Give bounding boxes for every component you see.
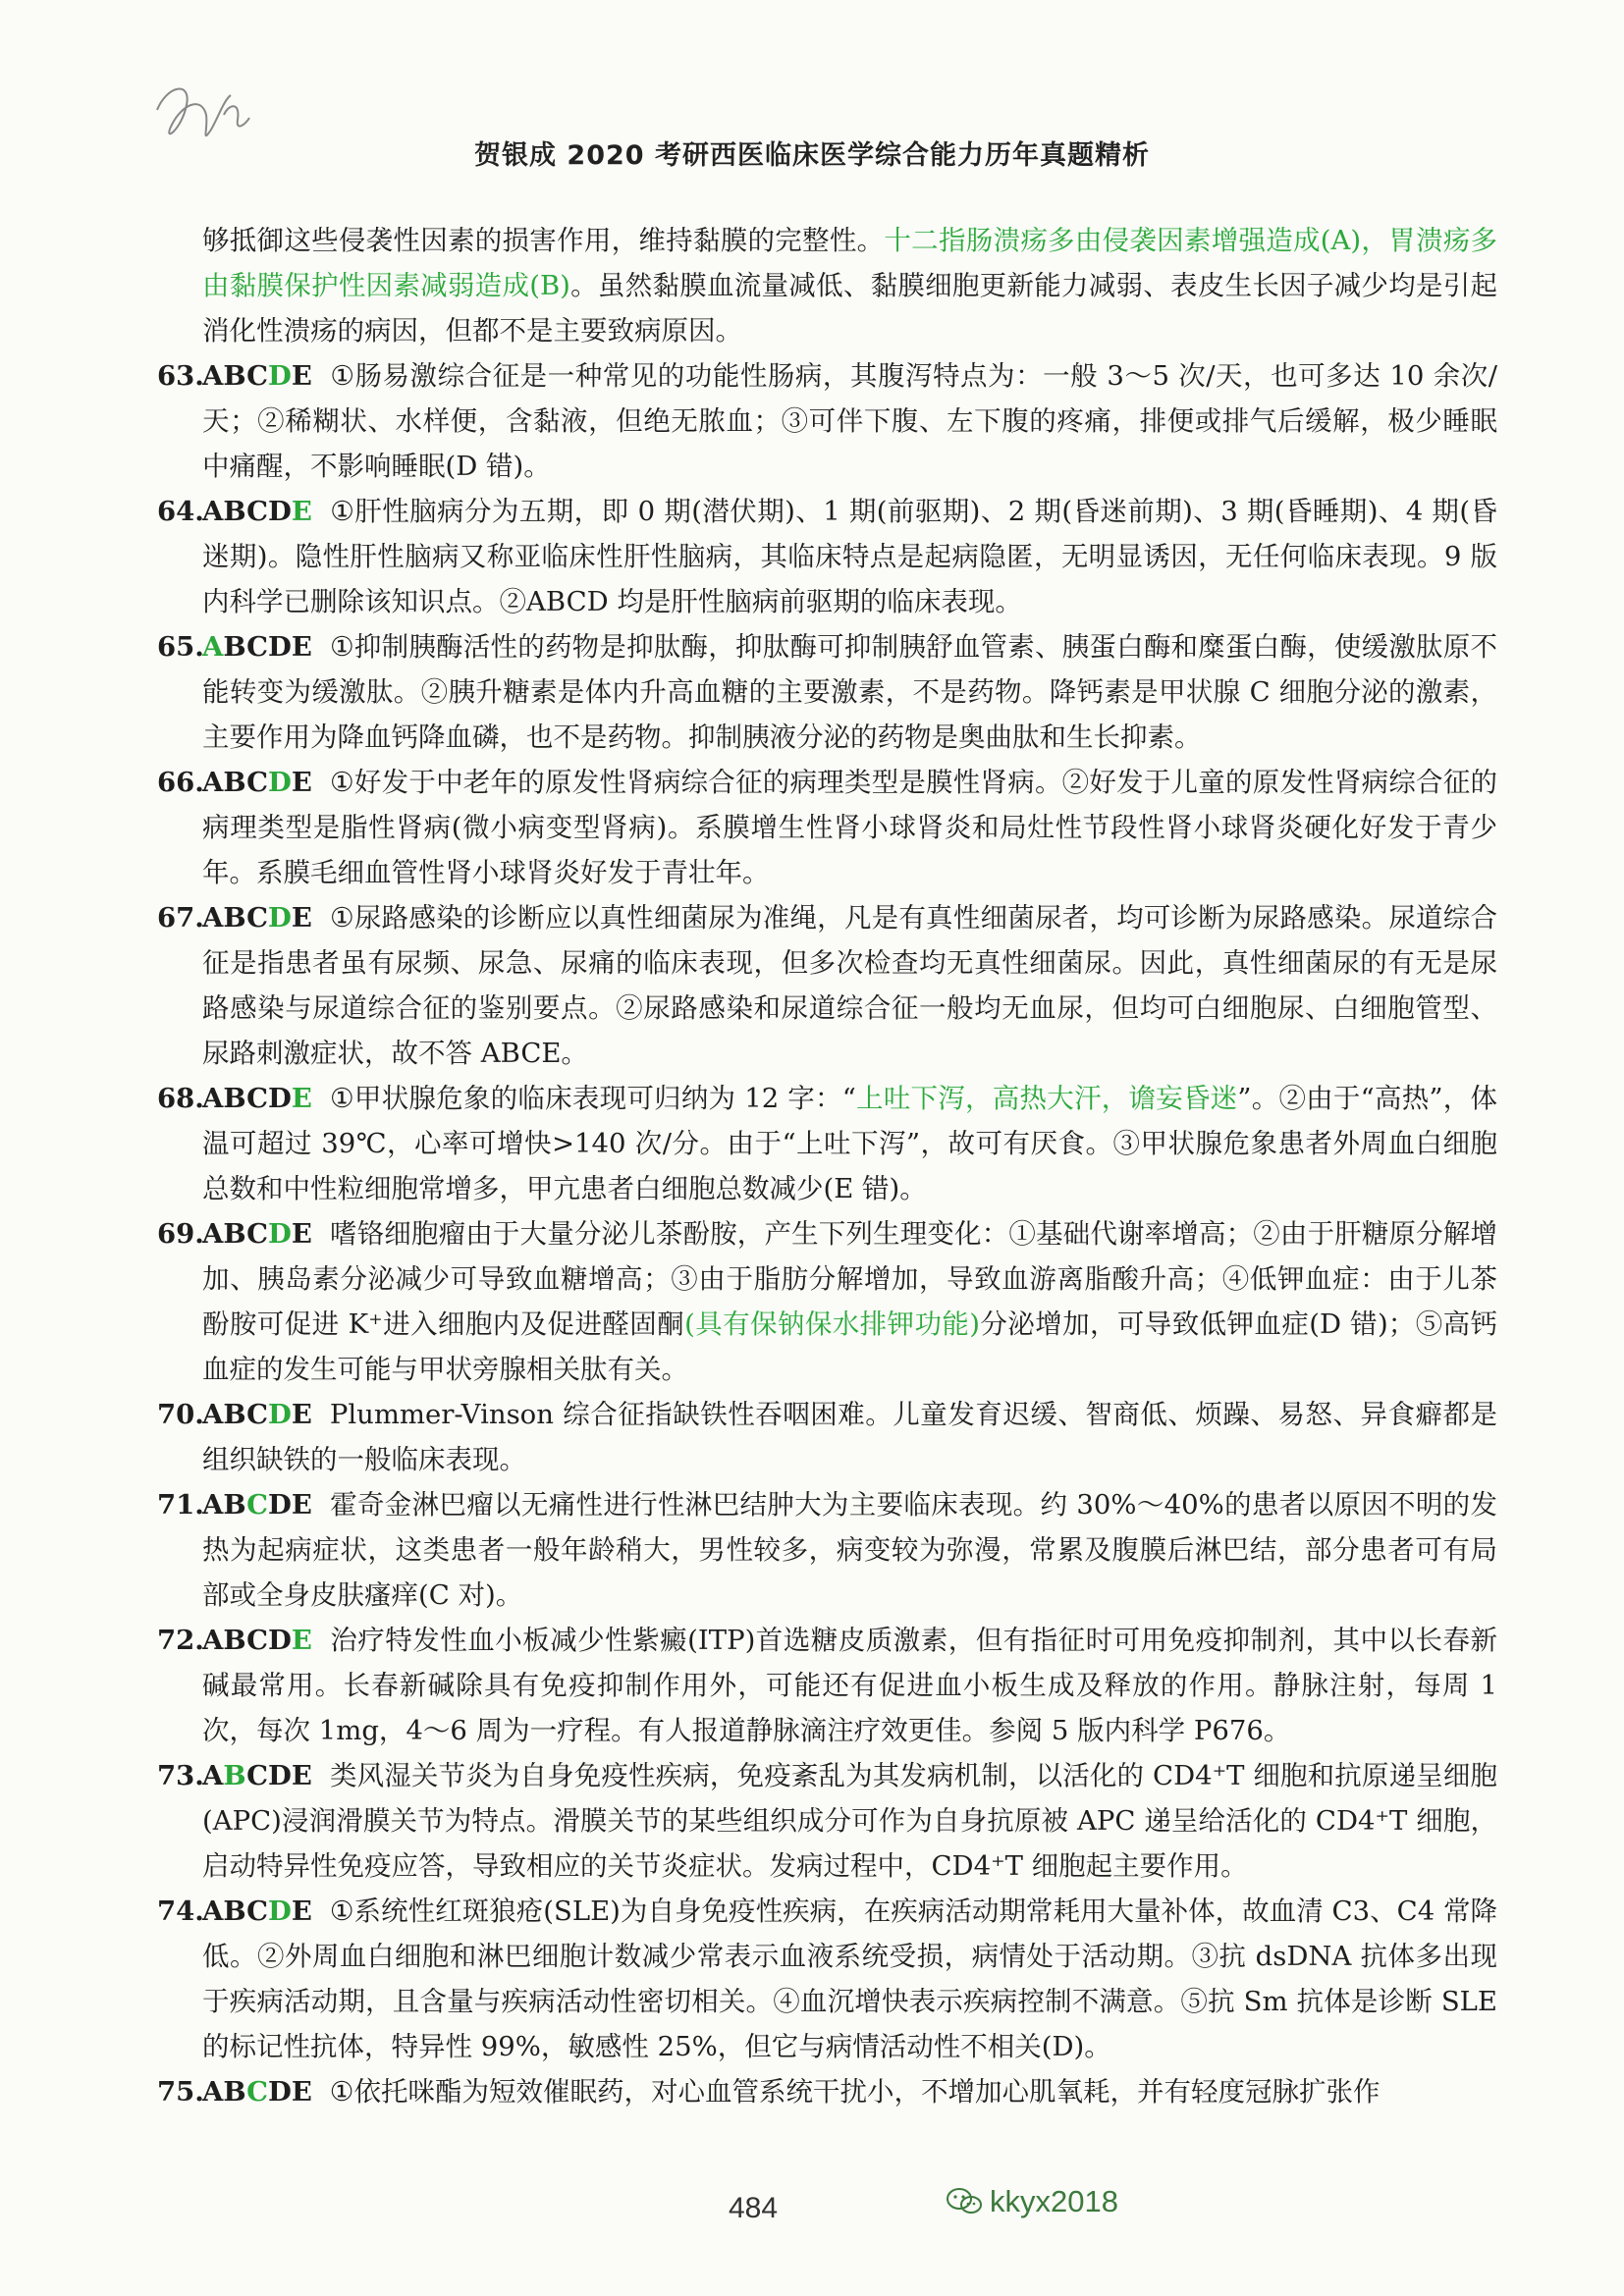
answer-letters: ABCD [202,496,292,527]
correct-answer: E [291,496,312,527]
answer-options [202,1896,312,1927]
answer-letters: DE [267,2076,312,2108]
explanation-text: ①系统性红斑狼疮(SLE)为自身免疫性疾病，在疾病活动期常耗用大量补体，故血清 C3、C4 常降低。②外周血白细胞和淋巴细胞计数减少常表示血液系统受损，病情处于活动期。③抗 dsDNA 抗体多出现于疾病活动期，且含量与疾病活动性密切相关。④血沉增快表示疾病控制不满意。⑤抗 Sm 抗体是诊断 SLE 的标记性抗体，特异性 99%，敏感性 25%，但它与病情活动性不相关(D)。 [202,1896,1497,2062]
explanation-text: ①肝性脑病分为五期，即 0 期(潜伏期)、1 期(前驱期)、2 期(昏迷前期)、3 期(昏睡期)、4 期(昏迷期)。隐性肝性脑病又称亚临床性肝性脑病，其临床特点是起病隐匿，无明显诱因，无任何临床表现。9 版内科学已删除该知识点。②ABCD 均是肝性脑病前驱期的临床表现。 [202,496,1497,617]
question-number: 65. [157,631,204,663]
explanation-text: Plummer-Vinson 综合征指缺铁性吞咽困难。儿童发育迟缓、智商低、烦躁、易怒、异食癖都是组织缺铁的一般临床表现。 [202,1399,1497,1475]
answer-letters: ABC [202,1399,268,1430]
intro-paragraph [157,218,1497,353]
intro-text-end: 。虽然黏膜血流量减低、黏膜细胞更新能力减弱、表皮生长因子减少均是引起消化性溃疡的病因，但都不是主要致病原因。 [202,270,1497,347]
wechat-icon [945,2186,984,2217]
question-number: 67. [157,902,204,934]
page-header: 贺银成 2020 考研西医临床医学综合能力历年真题精析 [474,140,1150,171]
correct-answer: C [246,2076,268,2108]
question-item [157,1753,1497,1889]
question-number: 73. [157,1760,204,1791]
answer-options [202,2076,312,2108]
correct-answer: E [291,1625,312,1656]
explanation-text: 治疗特发性血小板减少性紫癜(ITP)首选糖皮质激素，但有指征时可用免疫抑制剂，其中以长春新碱最常用。长春新碱除具有免疫抑制作用外，可能还有促进血小板生成及释放的作用。静脉注射，每周 1 次，每次 1mg，4～6 周为一疗程。有人报道静脉滴注疗效更佳。参阅 5 版内科学 P676。 [202,1625,1497,1746]
answer-letters: ABC [202,902,268,934]
answer-letters: CDE [246,1760,312,1791]
correct-answer: D [267,1896,292,1927]
answer-letters: BCDE [223,631,312,663]
question-item [157,624,1497,760]
question-number: 64. [157,496,204,527]
answer-options [202,1218,312,1250]
answer-letters: E [291,360,312,392]
question-explanation [202,1618,1497,1753]
question-explanation [202,895,1497,1076]
question-item [157,1482,1497,1618]
question-number: 70. [157,1399,204,1430]
answer-letters: ABCD [202,1083,292,1114]
question-number: 71. [157,1489,204,1521]
explanation-text: 分泌增加，可导致低钾血症(D 错)；⑤高钙血症的发生可能与甲状旁腺相关肽有关。 [202,1308,1497,1385]
question-item [157,1211,1497,1392]
question-explanation [202,489,1497,624]
correct-answer: D [267,1399,292,1430]
question-explanation [202,1211,1497,1392]
question-number: 74. [157,1896,204,1927]
answer-options [202,1625,312,1656]
question-item [157,1889,1497,2069]
question-explanation [202,624,1497,760]
question-item [157,489,1497,624]
answer-options [202,1760,312,1791]
question-item [157,1618,1497,1753]
answer-options [202,496,312,527]
answer-letters: E [291,767,312,798]
answer-options [202,1399,312,1430]
explanation-highlight: (具有保钠保水排钾功能) [684,1308,980,1340]
correct-answer: D [267,767,292,798]
question-number: 66. [157,767,204,798]
intro-text: 够抵御这些侵袭性因素的损害作用，维持黏膜的完整性。 [202,225,885,256]
answer-options [202,631,312,663]
question-item [157,2069,1497,2114]
question-explanation [202,353,1497,489]
question-explanation [202,1753,1497,1889]
intro-highlight: 十二指肠溃疡多由侵袭因素增强造成(A)，胃溃疡多由黏膜保护性因素减弱造成(B) [202,225,1497,301]
answer-letters: DE [267,1489,312,1521]
correct-answer: A [202,631,224,663]
question-item [157,1076,1497,1211]
question-number: 75. [157,2076,204,2108]
correct-answer: D [267,1218,292,1250]
question-explanation [202,1392,1497,1482]
question-explanation [202,1482,1497,1618]
answer-options [202,902,312,934]
explanation-text: 类风湿关节炎为自身免疫性疾病，免疫紊乱为其发病机制，以活化的 CD4⁺T 细胞和抗原递呈细胞(APC)浸润滑膜关节为特点。滑膜关节的某些组织成分可作为自身抗原被 APC 递呈给活化的 CD4⁺T 细胞，启动特异性免疫应答，导致相应的关节炎症状。发病过程中，CD4⁺T 细胞起主要作用。 [202,1760,1497,1882]
explanation-text: 嗜铬细胞瘤由于大量分泌儿茶酚胺，产生下列生理变化：①基础代谢率增高；②由于肝糖原分解增加、胰岛素分泌减少可导致血糖增高；③由于脂肪分解增加，导致血游离脂酸升高；④低钾血症：由于儿茶酚胺可促进 K⁺进入细胞内及促进醛固酮 [202,1218,1497,1340]
answer-options [202,1489,312,1521]
content [157,218,1497,2114]
answer-letters: ABC [202,767,268,798]
answer-letters: E [291,1399,312,1430]
question-explanation [202,1889,1497,2069]
answer-letters: ABC [202,1896,268,1927]
question-explanation [202,2069,1497,2114]
explanation-text: ①肠易激综合征是一种常见的功能性肠病，其腹泻特点为：一般 3～5 次/天，也可多达 10 余次/天；②稀糊状、水样便，含黏液，但绝无脓血；③可伴下腹、左下腹的疼痛，排便或排气后缓解，极少睡眠中痛醒，不影响睡眠(D 错)。 [202,360,1497,482]
answer-letters: ABC [202,360,268,392]
answer-letters: E [291,1218,312,1250]
answer-options [202,1083,312,1114]
question-number: 68. [157,1083,204,1114]
correct-answer: D [267,902,292,934]
answer-letters: AB [202,2076,247,2108]
question-item [157,760,1497,895]
answer-options [202,360,312,392]
watermark: kkyx2018 [945,2184,1118,2219]
question-item [157,353,1497,489]
question-explanation [202,1076,1497,1211]
answer-letters: E [291,902,312,934]
question-number: 63. [157,360,204,392]
question-item [157,1392,1497,1482]
correct-answer: C [246,1489,268,1521]
explanation-text: ①甲状腺危象的临床表现可归纳为 12 字：“ [329,1083,856,1114]
answer-options [202,767,312,798]
correct-answer: E [291,1083,312,1114]
correct-answer: B [223,1760,247,1791]
explanation-text: 霍奇金淋巴瘤以无痛性进行性淋巴结肿大为主要临床表现。约 30%～40%的患者以原因不明的发热为起病症状，这类患者一般年龄稍大，男性较多，病变较为弥漫，常累及腹膜后淋巴结，部分患者可有局部或全身皮肤瘙痒(C 对)。 [202,1489,1497,1611]
question-number: 69. [157,1218,204,1250]
answer-letters: A [202,1760,224,1791]
correct-answer: D [267,360,292,392]
answer-letters: ABC [202,1218,268,1250]
explanation-text: ”。②由于“高热”，体温可超过 39℃，心率可增快>140 次/分。由于“上吐下泻”，故可有厌食。③甲状腺危象患者外周血白细胞总数和中性粒细胞常增多，甲亢患者白细胞总数减少(E 错)。 [202,1083,1497,1204]
explanation-text: ①尿路感染的诊断应以真性细菌尿为准绳，凡是有真性细菌尿者，均可诊断为尿路感染。尿道综合征是指患者虽有尿频、尿急、尿痛的临床表现，但多次检查均无真性细菌尿。因此，真性细菌尿的有无是尿路感染与尿道综合征的鉴别要点。②尿路感染和尿道综合征一般均无血尿，但均可白细胞尿、白细胞管型、尿路刺激症状，故不答 ABCE。 [202,902,1497,1069]
question-list [157,353,1497,2114]
page-number: 484 [728,2192,779,2224]
explanation-text: ①抑制胰酶活性的药物是抑肽酶，抑肽酶可抑制胰舒血管素、胰蛋白酶和糜蛋白酶，使缓激肽原不能转变为缓激肽。②胰升糖素是体内升高血糖的主要激素，不是药物。降钙素是甲状腺 C 细胞分泌的激素，主要作用为降血钙降血磷，也不是药物。抑制胰液分泌的药物是奥曲肽和生长抑素。 [202,631,1497,753]
explanation-text: ①好发于中老年的原发性肾病综合征的病理类型是膜性肾病。②好发于儿童的原发性肾病综合征的病理类型是脂性肾病(微小病变型肾病)。系膜增生性肾小球肾炎和局灶性节段性肾小球肾炎硬化好发于青少年。系膜毛细血管性肾小球肾炎好发于青壮年。 [202,767,1497,888]
answer-letters: AB [202,1489,247,1521]
question-number: 72. [157,1625,204,1656]
explanation-highlight: 上吐下泻，高热大汗，谵妄昏迷 [855,1083,1238,1114]
answer-letters: E [291,1896,312,1927]
answer-letters: ABCD [202,1625,292,1656]
question-explanation [202,760,1497,895]
explanation-text: ①依托咪酯为短效催眠药，对心血管系统干扰小，不增加心肌氧耗，并有轻度冠脉扩张作 [329,2076,1380,2108]
question-item [157,895,1497,1076]
